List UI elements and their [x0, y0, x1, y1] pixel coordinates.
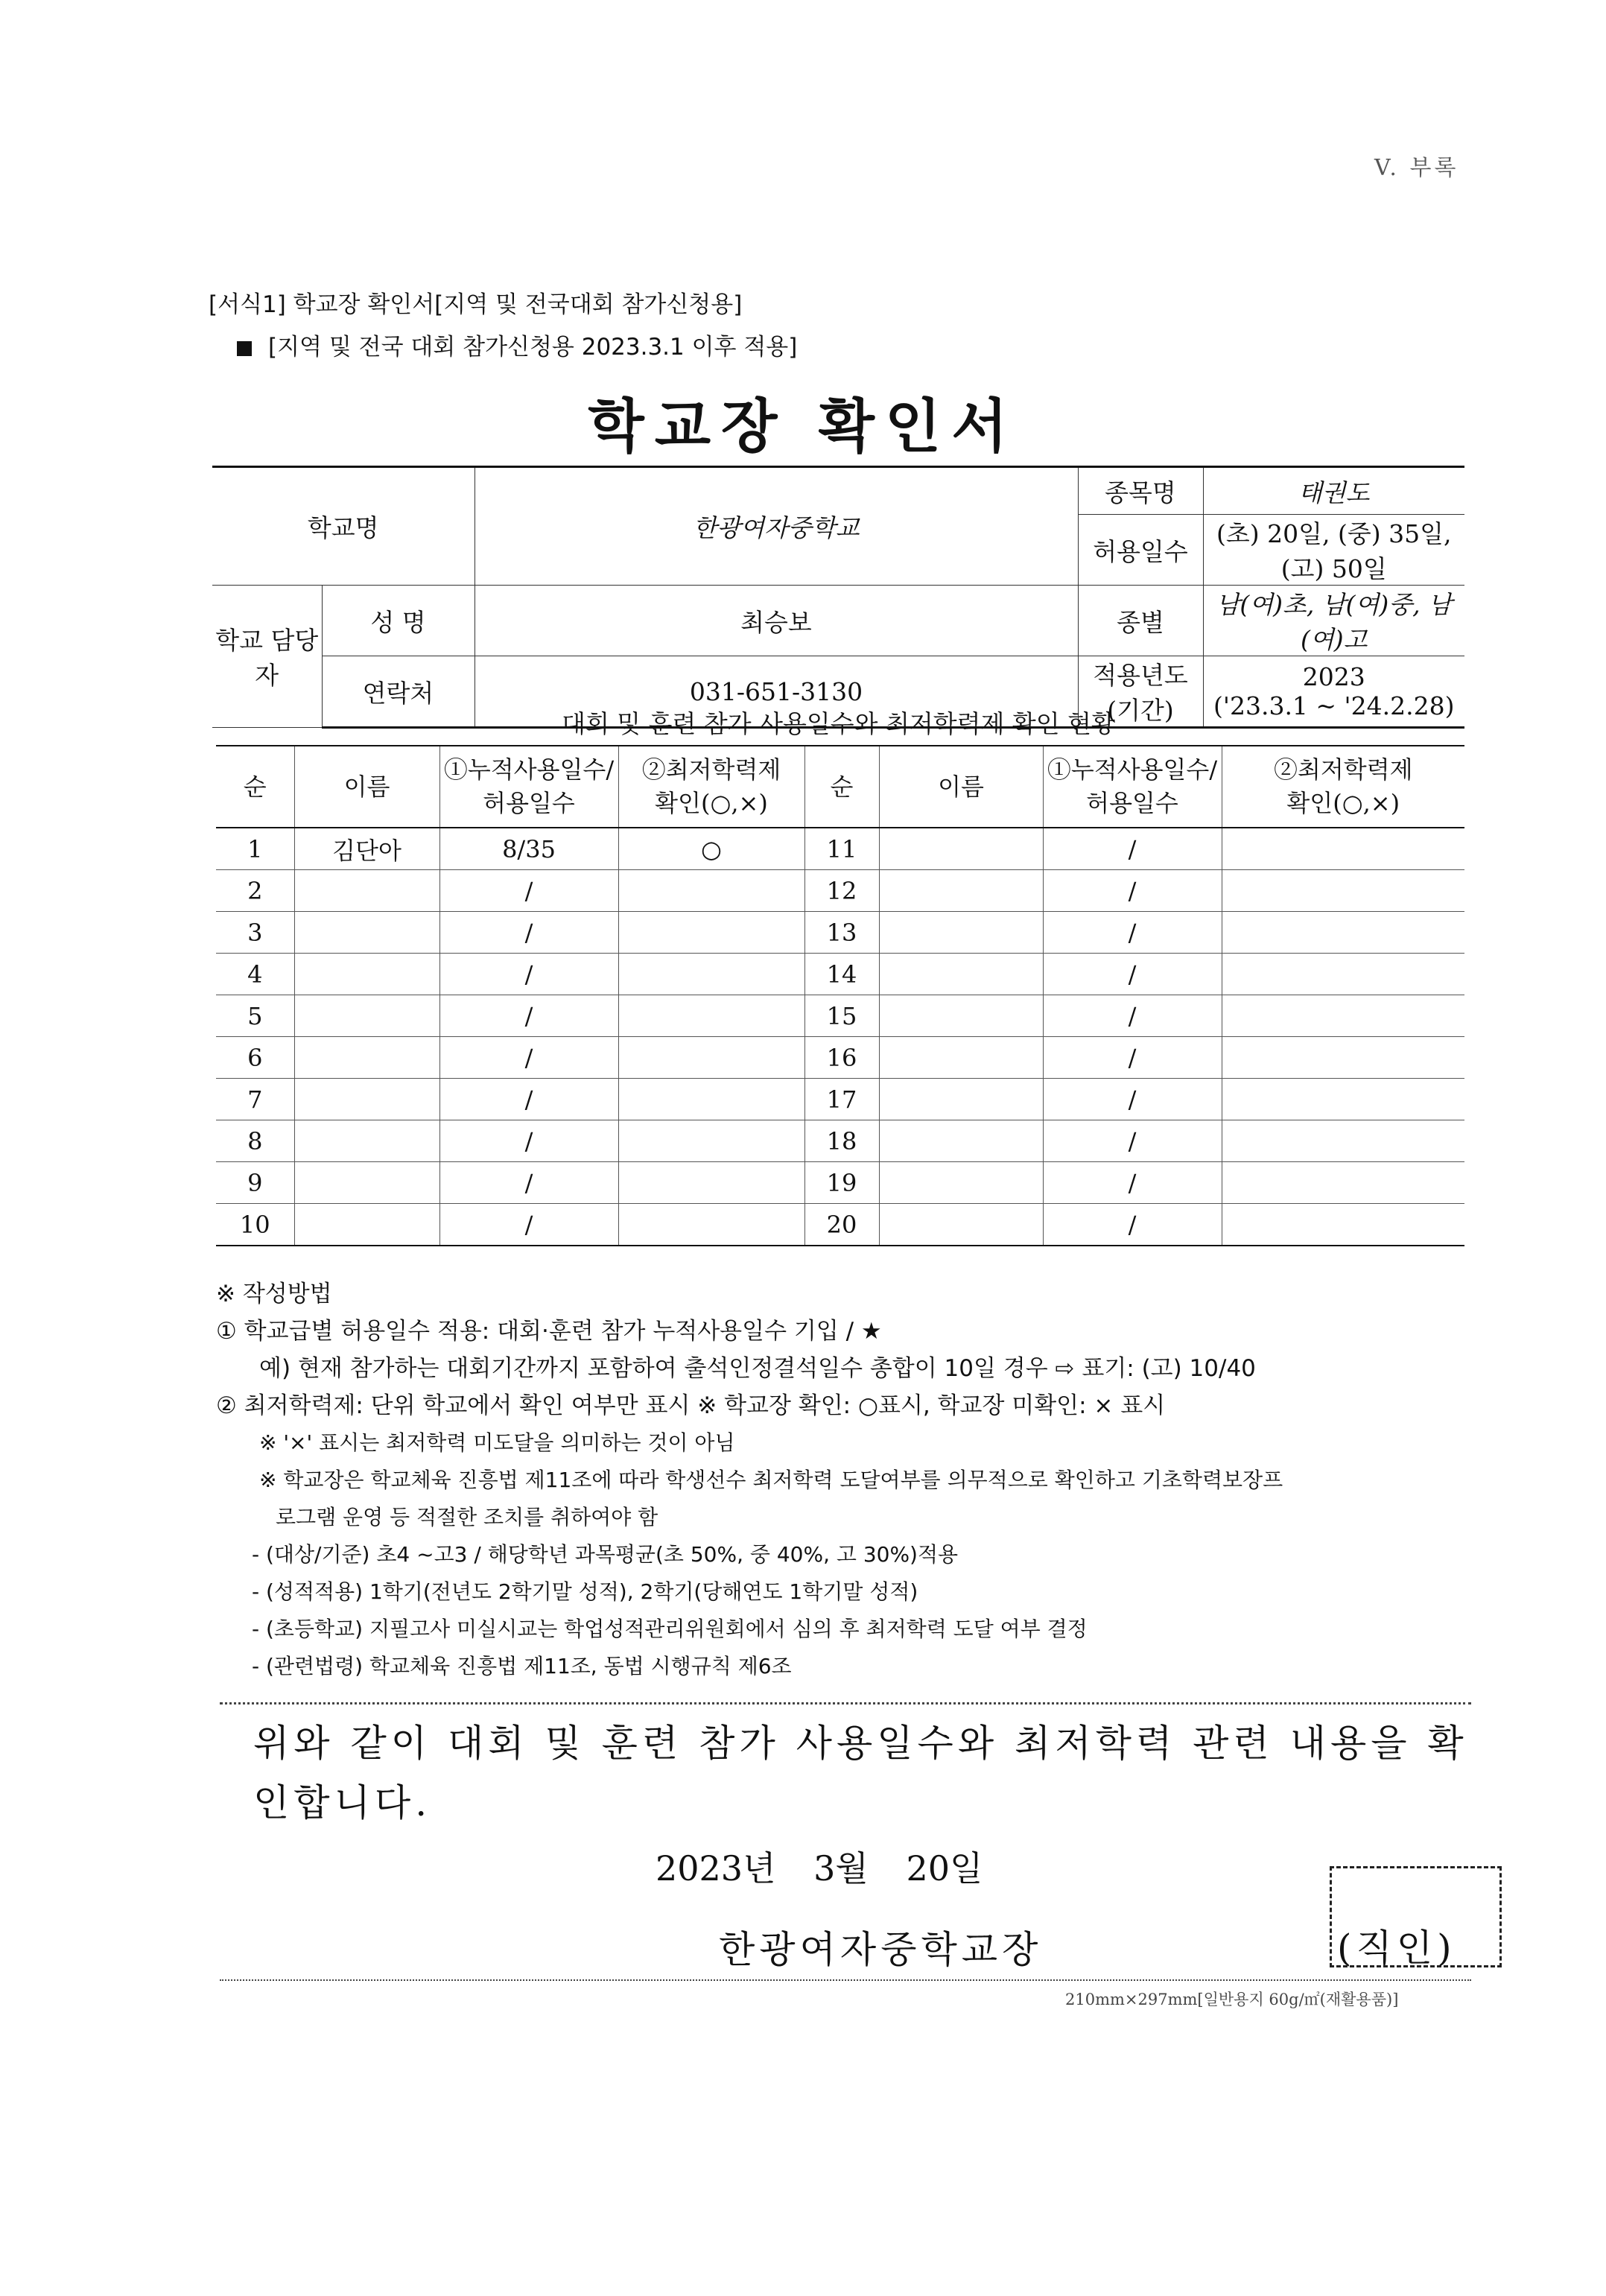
participation-table: [216, 745, 1464, 1246]
school-name-value: 한광여자중학교: [475, 467, 1078, 586]
header-min-line1: ②최저학력제: [641, 755, 781, 784]
row-min-check: [618, 954, 804, 995]
instruction-item-1: ① 학교급별 허용일수 적용: 대회·훈련 참가 누적사용일수 기입 / ★: [216, 1318, 882, 1345]
table-row: [216, 870, 1464, 912]
row-min-check: [618, 1120, 804, 1162]
header-days-line1: ①누적사용일수/: [1047, 755, 1218, 784]
row-days: /: [1043, 1204, 1222, 1246]
row-name: [294, 1162, 439, 1204]
contact-label: 연락처: [322, 656, 475, 728]
period-value: ('23.3.1 ~ '24.2.28): [1213, 691, 1455, 720]
row-number: 1: [216, 828, 294, 870]
row-number: 2: [216, 870, 294, 912]
row-name: 김단아: [294, 828, 439, 870]
row-min-check: [1222, 1120, 1464, 1162]
signature-date: [656, 1842, 983, 1891]
row-days: /: [1043, 1037, 1222, 1079]
row-number: 16: [804, 1037, 879, 1079]
row-number: 4: [216, 954, 294, 995]
name-label: 성 명: [322, 586, 475, 656]
row-min-check: ○: [618, 828, 804, 870]
header-min-line2: 확인(○,×): [655, 789, 768, 817]
row-days: /: [439, 995, 618, 1037]
row-days: 8/35: [439, 828, 618, 870]
instruction-bullet-2: - (성적적용) 1학기(전년도 2학기말 성적), 2학기(당해연도 1학기말 성적): [252, 1579, 918, 1604]
instruction-bullet-4: - (관련법령) 학교체육 진흥법 제11조, 동법 시행규칙 제6조: [252, 1654, 792, 1678]
header-days: [1043, 746, 1222, 828]
header-days-line2: 허용일수: [1086, 789, 1178, 817]
row-name: [879, 870, 1043, 912]
paper-spec-note: 210mm×297mm[일반용지 60g/㎡(재활용품)]: [1065, 1991, 1399, 2008]
row-name: [294, 1120, 439, 1162]
event-value: 태권도: [1203, 467, 1464, 515]
row-min-check: [618, 912, 804, 954]
row-days: /: [439, 1204, 618, 1246]
official-seal: (직인): [1337, 1926, 1456, 1970]
header-min: [618, 746, 804, 828]
applicability-note-text: [지역 및 전국 대회 참가신청용 2023.3.1 이후 적용]: [268, 334, 798, 361]
row-days: /: [439, 954, 618, 995]
row-min-check: [618, 870, 804, 912]
applicability-note: [237, 328, 797, 361]
row-min-check: [1222, 995, 1464, 1037]
row-number: 13: [804, 912, 879, 954]
date-day: 20일: [906, 1848, 983, 1889]
date-month: 3월: [813, 1848, 869, 1889]
instruction-note-2b: 로그램 운영 등 적절한 조치를 취하여야 함: [276, 1505, 658, 1529]
row-number: 3: [216, 912, 294, 954]
row-days: /: [1043, 1162, 1222, 1204]
row-number: 12: [804, 870, 879, 912]
table-row: [216, 1079, 1464, 1120]
row-days: /: [439, 1079, 618, 1120]
row-name: [294, 995, 439, 1037]
row-name: [879, 912, 1043, 954]
instruction-bullet-3: - (초등학교) 지필고사 미실시교는 학업성적관리위원회에서 심의 후 최저학력 도달 여부 결정: [252, 1617, 1088, 1641]
row-name: [879, 995, 1043, 1037]
table-row: [216, 1120, 1464, 1162]
row-name: [879, 828, 1043, 870]
header-days: [439, 746, 618, 828]
event-label: 종목명: [1078, 467, 1203, 515]
row-name: [294, 1079, 439, 1120]
confirmation-text: 위와 같이 대회 및 훈련 참가 사용일수와 최저학력 관련 내용을 확인합니다.: [253, 1722, 1468, 1824]
instruction-example: 예) 현재 참가하는 대회기간까지 포함하여 출석인정결석일수 총합이 10일 경우 ⇨ 표기: (고) 10/40: [259, 1355, 1256, 1382]
document-title: 학교장 확인서: [588, 393, 1018, 460]
table-header-row: [216, 746, 1464, 828]
manager-label: 학교 담당자: [212, 586, 322, 728]
row-days: /: [439, 912, 618, 954]
row-min-check: [1222, 912, 1464, 954]
row-days: /: [1043, 912, 1222, 954]
row-min-check: [618, 1037, 804, 1079]
row-number: 19: [804, 1162, 879, 1204]
row-days: /: [1043, 828, 1222, 870]
row-name: [879, 954, 1043, 995]
row-name: [879, 1204, 1043, 1246]
row-name: [879, 1037, 1043, 1079]
instructions: [216, 1275, 1482, 1685]
table-row: [216, 1162, 1464, 1204]
instruction-note-1: ※ '×' 표시는 최저학력 미도달을 의미하는 것이 아님: [259, 1430, 735, 1455]
row-min-check: [1222, 954, 1464, 995]
row-name: [294, 954, 439, 995]
row-name: [294, 1204, 439, 1246]
instruction-item-2: ② 최저학력제: 단위 학교에서 확인 여부만 표시 ※ 학교장 확인: ○표시, 학교장 미확인: × 표시: [216, 1392, 1166, 1419]
row-min-check: [1222, 870, 1464, 912]
row-number: 11: [804, 828, 879, 870]
instruction-bullet-1: - (대상/기준) 초4 ~고3 / 해당학년 과목평균(초 50%, 중 40%, 고 30%)적용: [252, 1542, 959, 1567]
row-number: 5: [216, 995, 294, 1037]
row-min-check: [1222, 828, 1464, 870]
table-row: [216, 995, 1464, 1037]
row-name: [879, 1079, 1043, 1120]
section-title: 대회 및 훈련 참가 사용일수와 최저학력제 확인 현황: [562, 709, 1115, 738]
school-name-label: 학교명: [212, 467, 475, 586]
principal-title: 한광여자중학교장: [719, 1928, 1043, 1971]
row-min-check: [618, 1204, 804, 1246]
header-no: 순: [804, 746, 879, 828]
row-number: 10: [216, 1204, 294, 1246]
row-days: /: [439, 1037, 618, 1079]
row-days: /: [1043, 870, 1222, 912]
info-table: [212, 466, 1464, 729]
bottom-divider: [220, 1979, 1471, 1981]
divider: [220, 1702, 1471, 1704]
header-min-line1: ②최저학력제: [1273, 755, 1413, 784]
allowed-days-value: (초) 20일, (중) 35일, (고) 50일: [1203, 515, 1464, 586]
header-name: 이름: [294, 746, 439, 828]
row-number: 15: [804, 995, 879, 1037]
row-name: [294, 1037, 439, 1079]
row-number: 7: [216, 1079, 294, 1120]
allowed-days-label: 허용일수: [1078, 515, 1203, 586]
row-number: 9: [216, 1162, 294, 1204]
row-number: 20: [804, 1204, 879, 1246]
year-value: 2023: [1302, 662, 1365, 691]
header-min: [1222, 746, 1464, 828]
row-min-check: [1222, 1204, 1464, 1246]
row-days: /: [1043, 995, 1222, 1037]
square-bullet-icon: [237, 341, 252, 356]
row-min-check: [618, 995, 804, 1037]
row-days: /: [1043, 1079, 1222, 1120]
row-number: 17: [804, 1079, 879, 1120]
row-min-check: [1222, 1037, 1464, 1079]
header-days-line1: ①누적사용일수/: [443, 755, 615, 784]
row-days: /: [1043, 1120, 1222, 1162]
table-row: [216, 912, 1464, 954]
instructions-heading: ※ 작성방법: [216, 1281, 332, 1307]
row-min-check: [1222, 1079, 1464, 1120]
row-days: /: [439, 870, 618, 912]
table-row: [216, 1037, 1464, 1079]
gender-value: 남(여)초, 남(여)중, 남(여)고: [1203, 586, 1464, 656]
row-name: [879, 1120, 1043, 1162]
row-days: /: [439, 1120, 618, 1162]
page-section-mark: V. 부록: [1374, 155, 1459, 181]
year-label-line1: 적용년도: [1093, 661, 1188, 690]
row-number: 18: [804, 1120, 879, 1162]
header-min-line2: 확인(○,×): [1286, 789, 1400, 817]
row-min-check: [618, 1079, 804, 1120]
row-name: [879, 1162, 1043, 1204]
instruction-note-2a: ※ 학교장은 학교체육 진흥법 제11조에 따라 학생선수 최저학력 도달여부를 의무적으로 확인하고 기초학력보장프: [259, 1468, 1283, 1492]
row-number: 6: [216, 1037, 294, 1079]
header-no: 순: [216, 746, 294, 828]
form-label: [서식1] 학교장 확인서[지역 및 전국대회 참가신청용]: [209, 291, 743, 318]
row-min-check: [1222, 1162, 1464, 1204]
row-name: [294, 870, 439, 912]
table-row: [216, 954, 1464, 995]
year-label-line2: (기간): [1107, 696, 1174, 725]
header-days-line2: 허용일수: [483, 789, 575, 817]
date-year: 2023년: [656, 1848, 776, 1889]
row-number: 14: [804, 954, 879, 995]
row-min-check: [618, 1162, 804, 1204]
header-name: 이름: [879, 746, 1043, 828]
table-row: [216, 828, 1464, 870]
row-days: /: [439, 1162, 618, 1204]
row-number: 8: [216, 1120, 294, 1162]
table-row: [216, 1204, 1464, 1246]
name-value: 최승보: [475, 586, 1078, 656]
gender-label: 종별: [1078, 586, 1203, 656]
row-days: /: [1043, 954, 1222, 995]
contact-value: 031-651-3130: [475, 656, 1078, 728]
row-name: [294, 912, 439, 954]
